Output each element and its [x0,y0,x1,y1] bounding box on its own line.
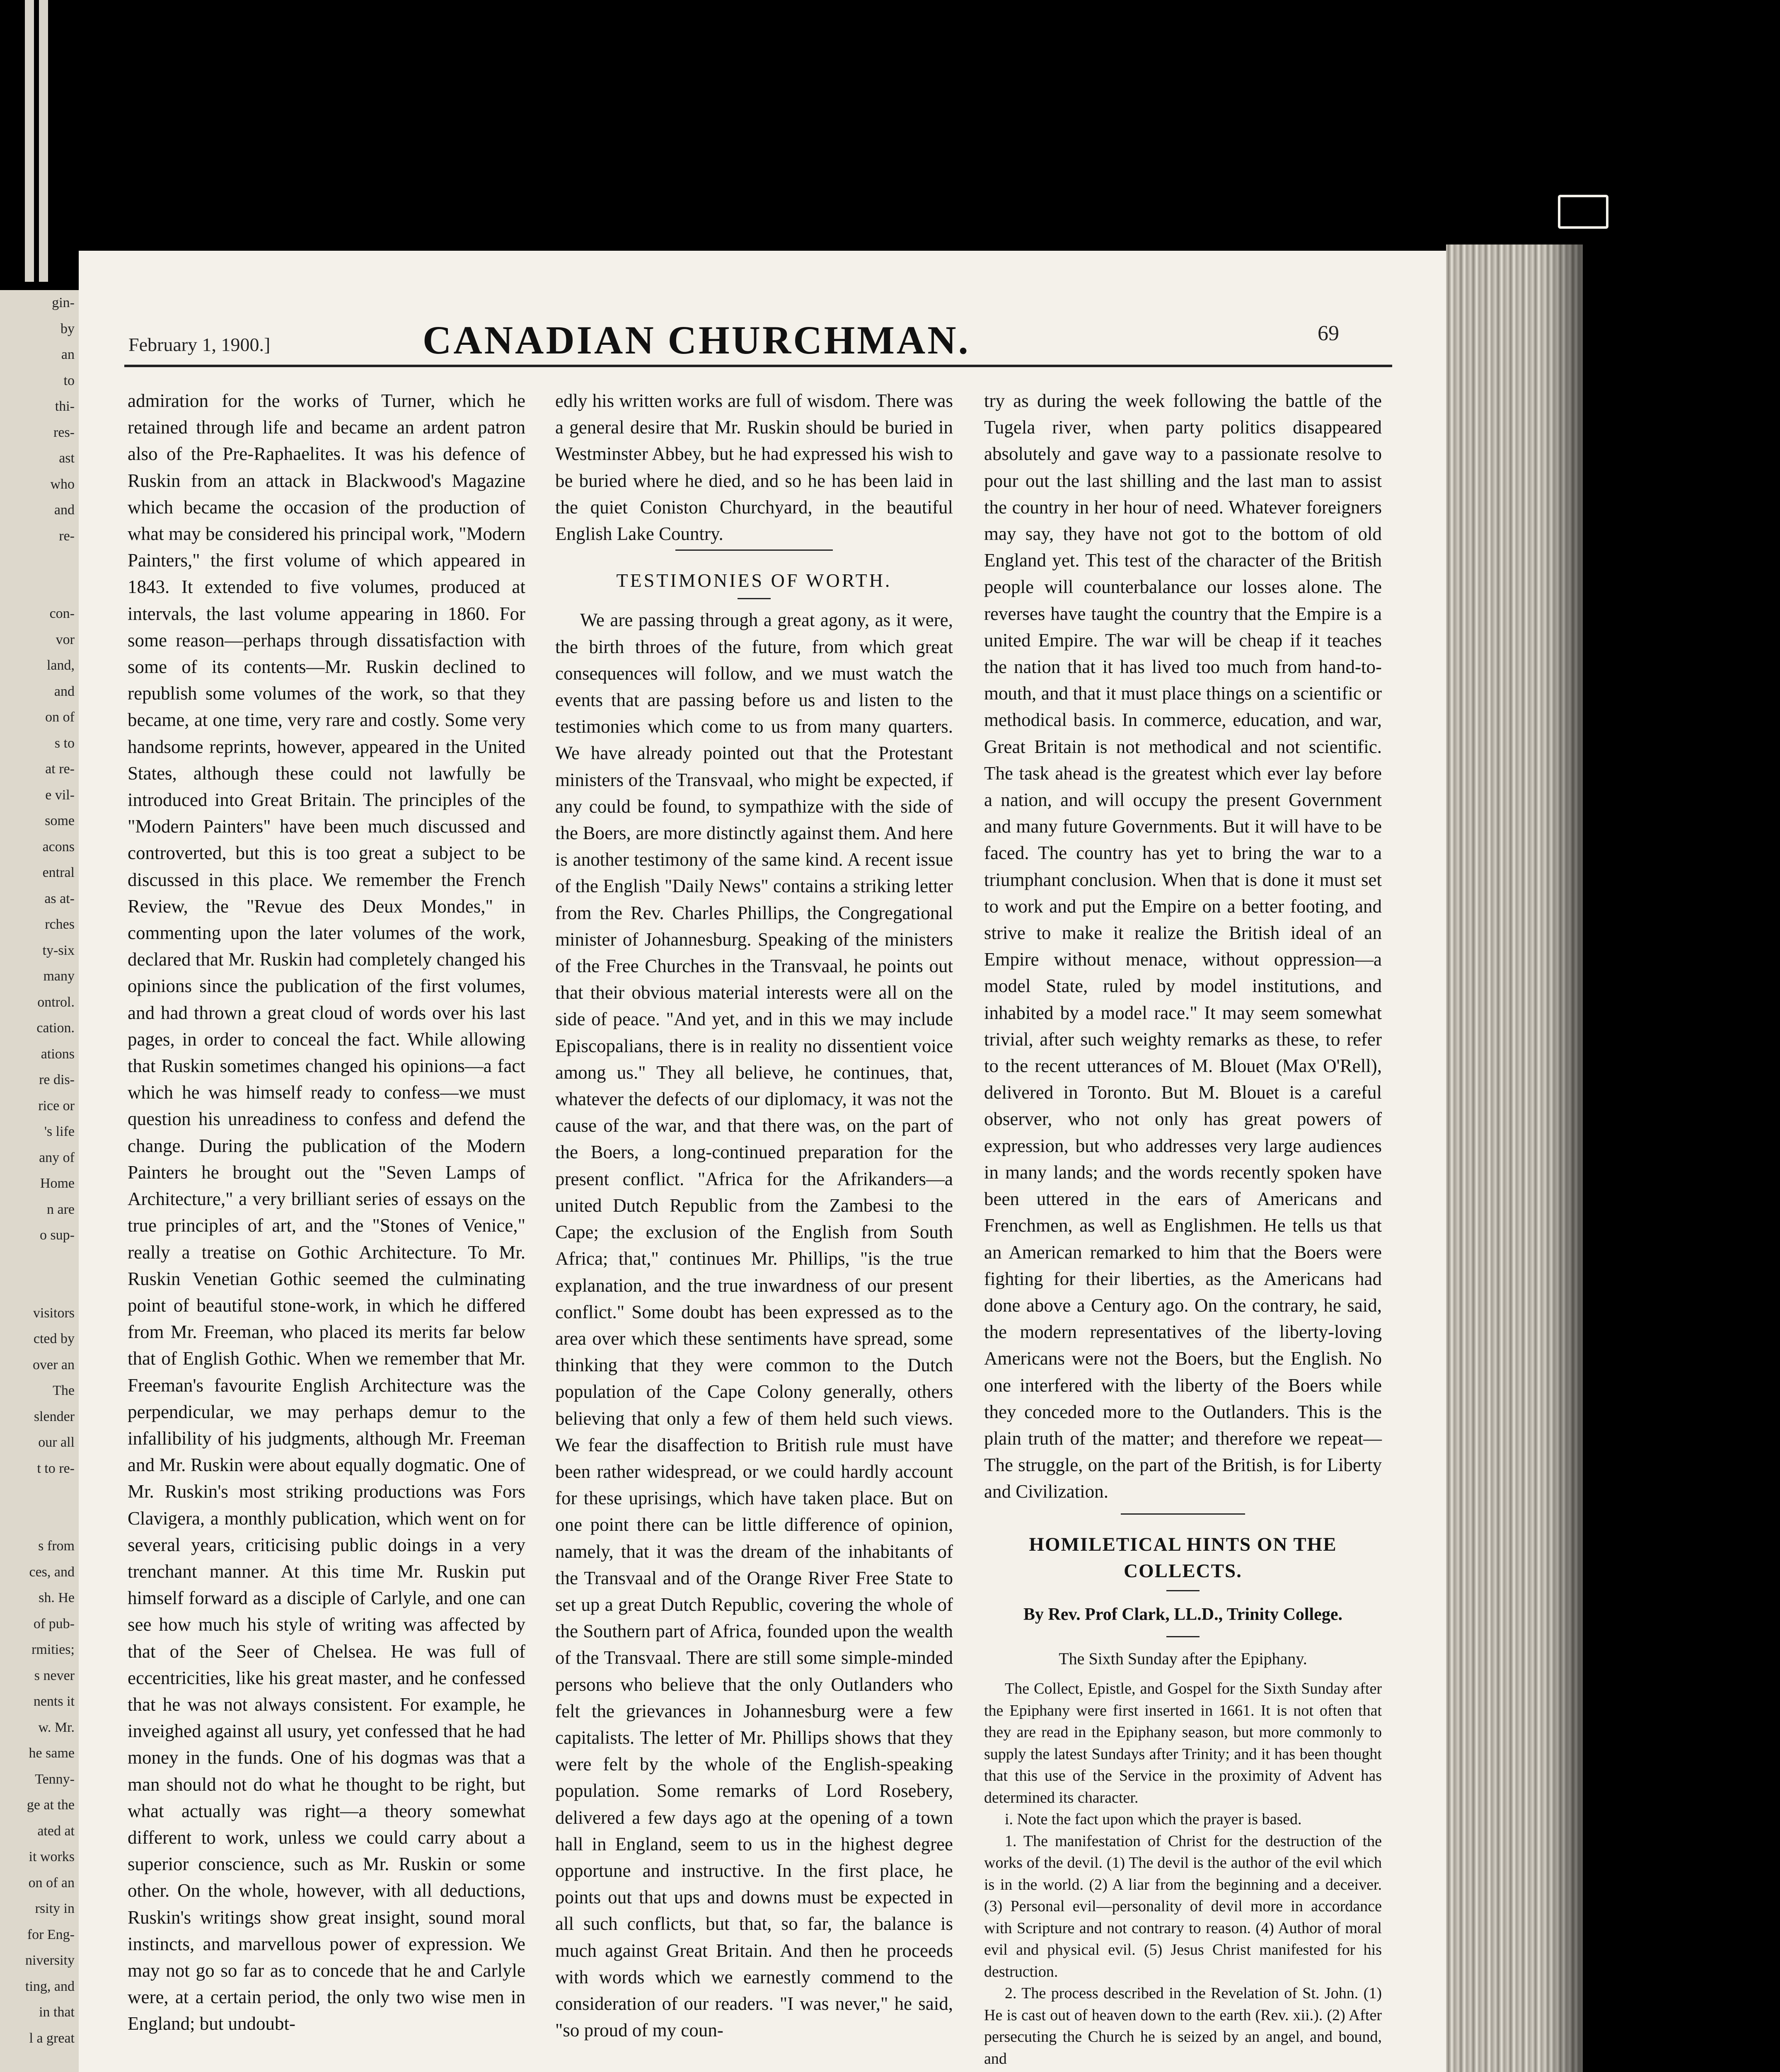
film-binding-strip-top [25,0,50,282]
margin-fragment [0,549,79,575]
margin-fragment: nents it [33,1694,75,1709]
margin-fragment [0,1274,79,1300]
margin-fragment: The [53,1383,75,1398]
margin-fragment: ast [59,450,75,466]
previous-page-text [0,290,79,2051]
hint-paragraph: 2. The process described in the Revelation of St. John. (1) He is cast out of heaven down to the earth (Rev. xii.). (2) After persecuting the Church he is seized by an angel, and bound, and [984,1985,1382,2067]
author-byline: By Rev. Prof Clark, LL.D., Trinity College. [1023,1605,1342,1624]
column-3 [984,387,1382,2070]
margin-fragment: an [61,347,75,362]
binding-clip [1558,195,1608,229]
sunday-subheading: The Sixth Sunday after the Epiphany. [1059,1649,1307,1668]
margin-fragment: w. Mr. [38,1719,75,1735]
margin-fragment: re dis- [39,1072,75,1087]
section-title-homiletical-hints: HOMILETICAL HINTS ON THE COLLECTS. [1029,1533,1337,1582]
column-1 [128,387,525,2037]
masthead-title: CANADIAN CHURCHMAN. [423,318,970,362]
hint-paragraph: 1. The manifestation of Christ for the destruction of the works of the devil. (1) The devil is the author of the evil which is in the world. (2) A liar from the beginning and a deceiver. (3) Personal evil—personality of devil more in accordance with Scripture and not contrary to reason. (4) Author of moral evil and physical evil. (5) Jesus Christ manifested for his destruction. [984,1832,1382,1980]
margin-fragment: ated at [37,1823,75,1839]
margin-fragment: sh. He [39,1590,75,1605]
margin-fragment: for Eng- [27,1927,75,1942]
margin-fragment: on of [45,709,75,725]
margin-fragment: at re- [45,761,75,777]
newspaper-page [79,251,1446,2072]
margin-fragment: on of an [28,1875,75,1890]
margin-fragment [0,1481,79,1508]
margin-fragment: any of [39,1150,75,1165]
margin-fragment: cation. [36,1020,75,1036]
margin-fragment: re- [59,528,75,544]
margin-fragment [0,1508,79,1534]
margin-fragment: n are [46,1201,75,1217]
margin-fragment: Tenny- [35,1771,75,1787]
article-divider [1121,1513,1245,1515]
margin-fragment: s from [38,1538,75,1554]
page-header [79,317,1446,363]
margin-fragment: rmities; [31,1642,75,1657]
margin-fragment: thi- [55,399,75,414]
margin-fragment: to [63,373,75,388]
ruskin-article-ending: edly his written works are full of wisdom. There was a general desire that Mr. Ruskin should be buried in Westminster Abbey, but he had expressed his wish to be buried where he died, and so he has been laid in the quiet Coniston Churchyard, in the beautiful English Lake Country. [555,390,953,545]
byline-underline [1166,1636,1200,1637]
margin-fragment: gin- [52,295,75,310]
margin-fragment: it works [29,1849,75,1864]
margin-fragment: some [45,813,75,828]
margin-fragment: con- [49,606,75,621]
testimonies-article-body: We are passing through a great agony, as it were, the birth throes of the future, from which great consequences will follow, and we must watch the events that are passing before us and listen to the testimonies which come to us from many quarters. We have already pointed out that the Protestant ministers of the Transvaal, who might be expected, if any could be found, to sympathize with the side of the Boers, are more distinctly against them. And here is another testimony of the same kind. A recent issue of the English "Daily News" contains a striking letter from the Rev. Charles Phillips, the Congregational minister of Johannesburg. Speaking of the ministers of the Free Churches in the Transvaal, he points out that their obvious material interests were all on the side of peace. "And yet, and in this we may include Episcopalians, there is in reality no dissentient voice among us." They all believe, he continues, that, whatever the defects of our diplomacy, it was not the cause of the war, and that there was, on the part of the Boers, a long-continued preparation for the present conflict. "Africa for the Afrikanders—a united Dutch Republic from the Zambesi to the Cape; the exclusion of the English from South Africa; that," continues Mr. Phillips, "is the true explanation, and the true inwardness of our present conflict." Some doubt has been expressed as to the area over which these sentiments have spread, some thinking that they were common to the Dutch population of the Cape Colony generally, others believing that only a few of them held such views. We fear the disaffection to British rule must have been rather widespread, or we could hardly account for these uprisings, which have taken place. But on one point there can be little difference of opinion, namely, that it was the dream of the inhabitants of the Transvaal and of the Orange River Free State to set up a great Dutch Republic, covering the whole of the Southern part of Africa, founded upon the wealth of the Transvaal. There are still some simple-minded persons who believe that the only Outlanders who felt the grievances in Johannesburg were a few capitalists. The letter of Mr. Phillips shows that they were felt by the whole of the English-speaking population. Some remarks of Lord Rosebery, delivered a few days ago at the opening of a town hall in England, seem to us in the highest degree opportune and instructive. In the first place, he points out that ups and downs must be expected in all such conflicts, but that, so far, the balance is much against Great Britain. And then he proceeds with words which we earnestly commend to the consideration of our readers. "I was never," he said, "so proud of my coun- [555,610,953,2041]
testimonies-article-continuation: try as during the week following the battle of the Tugela river, when party politics disappeared absolutely and gave way to a passionate resolve to pour out the last shilling and the last man to assist the country in her hour of need. Whatever foreigners may say, they have not got to the bottom of old England yet. This test of the character of the British people will counterbalance our losses alone. The reverses have taught the country that the Empire is a united Empire. The war will be cheap if it teaches the nation that it has lived too much from hand-to-mouth, and that it must place things on a scientific or methodical basis. In commerce, education, and war, Great Britain is not methodical and not scientific. The task ahead is the greatest which ever lay before a nation, and will occupy the present Government and many future Governments. But it will have to be faced. The country has yet to bring the war to a triumphant conclusion. When that is done it must set to work and put the Empire on a better footing, and strive to make it realize the British ideal of an Empire without menace, without oppression—a model State, ruled by model institutions, and inhabited by a model race." It may seem somewhat trivial, after such weighty remarks as these, to refer to the recent utterances of M. Blouet (Max O'Rell), delivered in Toronto. But M. Blouet is a careful observer, who not only has great powers of expression, but who addresses very large audiences in many lands; and the words recently spoken have been uttered in the ears of Americans and Frenchmen, as well as Englishmen. He tells us that an American remarked to him that the Boers were fighting for their liberties, as the Americans had done above a Century ago. On the contrary, he said, the modern representatives of the liberty-loving Americans were not the Boers, but the English. No one interfered with the liberty of the Boers while they conceded more to the Outlanders. This is the plain truth of the matter; and therefore we repeat—The struggle, on the part of the British, is for Liberty and Civilization. [984,390,1382,1502]
hint-paragraph: The Collect, Epistle, and Gospel for the Sixth Sunday after the Epiphany were first inserted in 1661. It is not often that they are read in the Epiphany season, but more commonly to supply the latest Sundays after Trinity; and it has been thought that this use of the Service in the proximity of Advent has determined its character. [984,1680,1382,1806]
hint-paragraph: i. Note the fact upon which the prayer is based. [1005,1811,1302,1828]
margin-fragment: over an [32,1357,75,1372]
margin-fragment: as at- [44,891,75,906]
margin-fragment: rsity in [35,1901,75,1916]
margin-fragment: ations [41,1046,75,1062]
previous-page-fragment [0,290,79,2072]
page-stack-edge [1446,244,1583,2072]
margin-fragment: e vil- [45,787,75,803]
margin-fragment: rches [45,917,75,932]
margin-fragment: our all [38,1435,75,1450]
column-2 [555,387,953,2043]
margin-fragment: ty-six [42,942,75,958]
margin-fragment: many [43,968,75,984]
margin-fragment: by [60,321,75,336]
margin-fragment: who [50,476,75,492]
margin-fragment: land, [46,658,75,673]
margin-fragment: and [54,683,75,699]
margin-fragment: and [54,502,75,518]
margin-fragment: in that [39,2004,75,2020]
margin-fragment: res- [53,424,75,440]
title-underline [1166,1590,1200,1591]
margin-fragment: ces, and [29,1564,75,1580]
ruskin-article-continuation: admiration for the works of Turner, which he retained through life and became an ardent patron also of the Pre-Raphaelites. It was his defence of Ruskin from an attack in Blackwood's Magazine which became the occasion of the production of what may be considered his principal work, "Modern Painters," the first volume of which appeared in 1843. It extended to five volumes, produced at intervals, the last volume appearing in 1860. For some reason—perhaps through dissatisfaction with some of its contents—Mr. Ruskin declined to republish some volumes of the work, so that they became, at one time, very rare and costly. Some very handsome reprints, however, appeared in the United States, although these could not lawfully be introduced into Great Britain. The principles of the "Modern Painters" have been much discussed and controverted, but this is too great a subject to be discussed in this place. We remember the French Review, the "Revue des Deux Mondes," in commenting upon the later volumes of the work, declared that Mr. Ruskin had completely changed his opinions since the publication of the first volumes, and had thrown a great cloud of words over his last pages, in order to conceal the fact. While allowing that Ruskin sometimes changed his opinions—a fact which he was himself ready to confess—we must question his unreadiness to confess and defend the change. During the publication of the Modern Painters he brought out the "Seven Lamps of Architecture," a very brilliant series of essays on the true principles of art, and the "Stones of Venice," really a treatise on Gothic Architecture. To Mr. Ruskin Venetian Gothic seemed the culminating point of beautiful stone-work, in which he differed from Mr. Freeman, who placed its merits far below that of English Gothic. When we remember that Mr. Freeman's favourite English Architecture was the perpendicular, we may perhaps demur to the infallibility of his judgments, although Mr. Freeman and Mr. Ruskin were about equally dogmatic. One of Mr. Ruskin's most striking productions was Fors Clavigera, a monthly publication, which went on for several years, criticising public doings in a very trenchant manner. At this time Mr. Ruskin put himself forward as a disciple of Carlyle, and one can see how much his style of writing was affected by that of the Seer of Chelsea. He was full of eccentricities, like his great master, and he confessed that he was not always consistent. For example, he inveighed against all usury, yet confessed that he had money in the funds. One of his dogmas was that a man should not do what he thought to be right, but what actually was right—a theory somewhat different to work, unless we could carry about a superior conscience, such as Mr. Ruskin or some other. On the whole, however, with all deductions, Ruskin's writings show great insight, sound moral instincts, and marvellous power of expression. We may not go so far as to concede that he and Carlyle were, at a certain period, the only two wise men in England; but undoubt- [128,390,525,2034]
margin-fragment: acons [42,839,75,854]
margin-fragment: s to [54,735,75,751]
margin-fragment: slender [34,1409,75,1424]
margin-fragment: ting, and [25,1978,75,1994]
margin-fragment [0,575,79,601]
page-number: 69 [1318,322,1339,345]
margin-fragment: ontrol. [37,994,75,1010]
margin-fragment: cted by [33,1331,75,1346]
margin-fragment: Home [40,1176,75,1191]
margin-fragment: ge at the [27,1797,75,1813]
section-title-testimonies: TESTIMONIES OF WORTH. [616,570,892,591]
margin-fragment: l a great [29,2030,75,2046]
margin-fragment: rice or [38,1098,75,1113]
margin-fragment: s never [34,1668,75,1683]
article-divider [675,549,833,551]
homiletical-hints-body [984,1678,1382,2070]
margin-fragment: visitors [33,1305,75,1321]
title-underline [738,598,771,599]
page-edge-shadow [1545,244,1583,2072]
margin-fragment: o sup- [39,1227,75,1243]
margin-fragment [0,1249,79,1275]
header-rule [124,365,1392,367]
margin-fragment: he same [29,1745,75,1761]
issue-date: February 1, 1900.] [128,334,271,355]
margin-fragment: niversity [25,1953,75,1968]
margin-fragment: t to re- [37,1460,75,1476]
margin-fragment: of pub- [33,1616,75,1631]
margin-fragment: vor [56,632,75,647]
margin-fragment: entral [42,865,75,880]
margin-fragment: 's life [44,1124,75,1139]
